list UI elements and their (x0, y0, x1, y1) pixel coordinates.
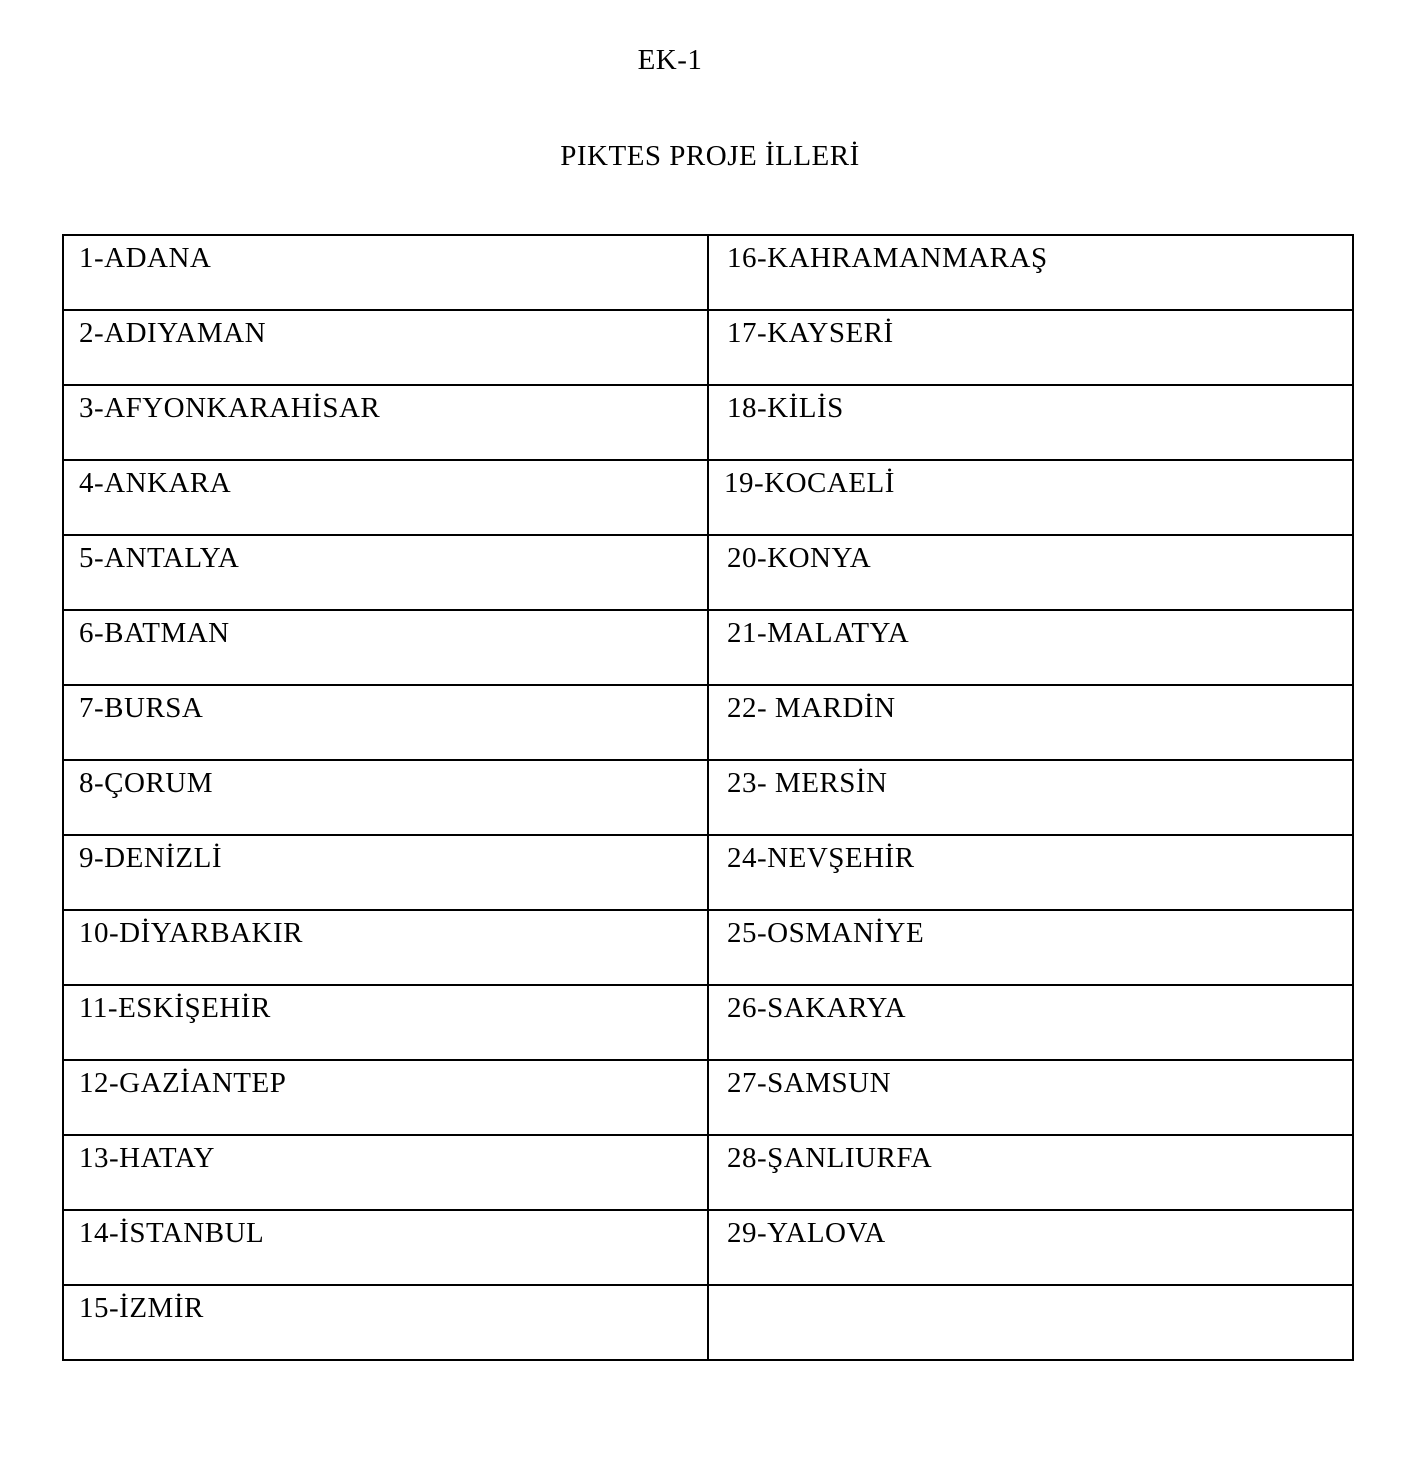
province-cell (708, 685, 1353, 760)
province-name: 15-İZMİR (79, 1292, 204, 1324)
province-name: 10-DİYARBAKIR (79, 917, 303, 949)
table-row (63, 985, 1353, 1060)
province-cell (708, 385, 1353, 460)
province-cell (708, 460, 1353, 535)
province-cell (708, 535, 1353, 610)
table-row (63, 610, 1353, 685)
province-name: 11-ESKİŞEHİR (79, 992, 271, 1024)
document-title: PIKTES PROJE İLLERİ (560, 140, 860, 172)
province-name: 3-AFYONKARAHİSAR (79, 392, 381, 424)
table-row (63, 1285, 1353, 1360)
table-row (63, 385, 1353, 460)
province-name: 12-GAZİANTEP (79, 1067, 287, 1099)
province-name: 14-İSTANBUL (79, 1217, 265, 1249)
province-name: 23- MERSİN (727, 767, 888, 799)
province-cell (708, 1135, 1353, 1210)
table-row (63, 1210, 1353, 1285)
province-name: 24-NEVŞEHİR (727, 842, 915, 874)
province-name: 25-OSMANİYE (727, 917, 925, 949)
province-name: 9-DENİZLİ (79, 842, 223, 874)
table-row (63, 685, 1353, 760)
province-name: 5-ANTALYA (79, 542, 240, 574)
province-name: 2-ADIYAMAN (79, 317, 267, 349)
province-name: 19-KOCAELİ (724, 467, 895, 499)
annex-label: EK-1 (637, 44, 703, 76)
province-cell (63, 610, 708, 685)
province-name: 8-ÇORUM (79, 767, 214, 799)
province-cell (63, 460, 708, 535)
province-name: 6-BATMAN (79, 617, 230, 649)
province-cell (708, 1060, 1353, 1135)
province-table (62, 234, 1354, 1361)
province-cell (63, 1210, 708, 1285)
province-cell (708, 1210, 1353, 1285)
province-cell (63, 835, 708, 910)
table-row (63, 310, 1353, 385)
province-cell (63, 535, 708, 610)
province-cell (708, 985, 1353, 1060)
province-name: 26-SAKARYA (727, 992, 907, 1024)
province-name: 16-KAHRAMANMARAŞ (727, 242, 1048, 274)
province-cell (63, 910, 708, 985)
province-cell (708, 760, 1353, 835)
province-cell (708, 835, 1353, 910)
province-cell (63, 1135, 708, 1210)
province-cell (63, 385, 708, 460)
table-row (63, 535, 1353, 610)
table-row (63, 760, 1353, 835)
province-name: 28-ŞANLIURFA (727, 1142, 933, 1174)
province-name: 29-YALOVA (727, 1217, 886, 1249)
province-name: 22- MARDİN (727, 692, 896, 724)
province-cell (708, 610, 1353, 685)
province-name: 27-SAMSUN (727, 1067, 892, 1099)
province-cell (63, 760, 708, 835)
empty-cell (708, 1285, 1353, 1360)
table-row (63, 1135, 1353, 1210)
table-row (63, 235, 1353, 310)
province-name (727, 1286, 1352, 1288)
table-row (63, 460, 1353, 535)
province-name: 18-KİLİS (727, 392, 844, 424)
province-name: 7-BURSA (79, 692, 204, 724)
province-cell (63, 1060, 708, 1135)
table-row (63, 1060, 1353, 1135)
province-cell (63, 235, 708, 310)
province-cell (63, 1285, 708, 1360)
province-name: 20-KONYA (727, 542, 872, 574)
province-cell (708, 310, 1353, 385)
province-cell (63, 985, 708, 1060)
province-cell (708, 235, 1353, 310)
table-row (63, 835, 1353, 910)
province-cell (63, 310, 708, 385)
province-name: 1-ADANA (79, 242, 212, 274)
table-row (63, 910, 1353, 985)
province-name: 21-MALATYA (727, 617, 910, 649)
province-cell (63, 685, 708, 760)
province-name: 17-KAYSERİ (727, 317, 894, 349)
province-name: 4-ANKARA (79, 467, 232, 499)
province-cell (708, 910, 1353, 985)
province-name: 13-HATAY (79, 1142, 215, 1174)
